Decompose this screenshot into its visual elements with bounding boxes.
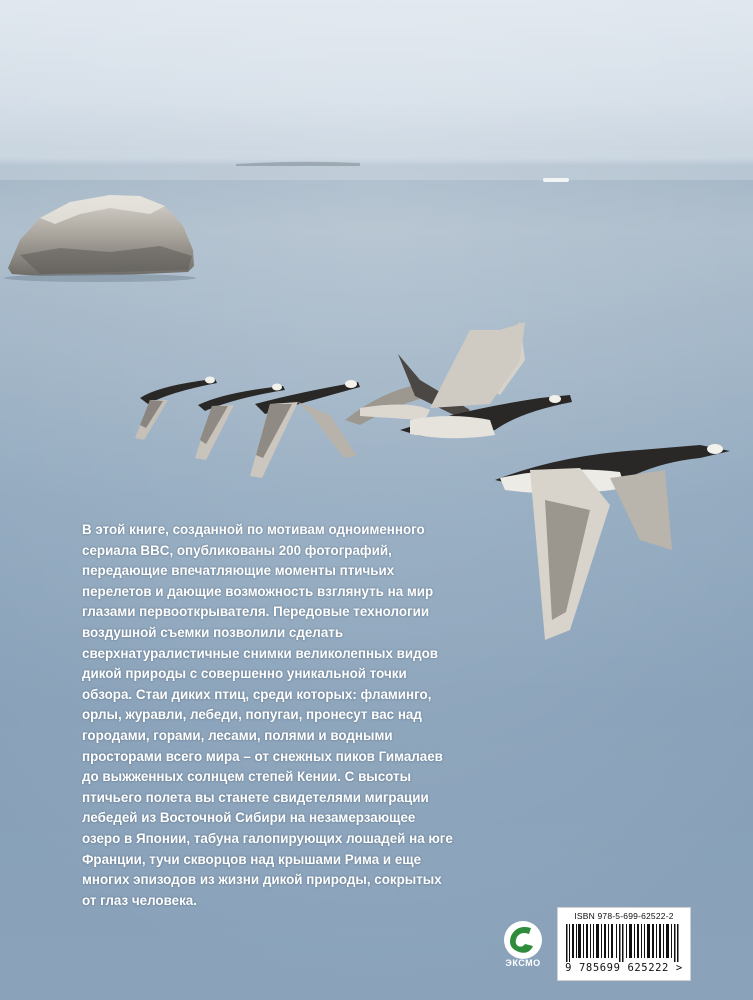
description-line: многих эпизодов из жизни дикой природы, сокрытых <box>82 872 442 888</box>
description-line: глазами первооткрывателя. Передовые технологии <box>82 604 430 620</box>
description-line: сверхнатуралистичные снимки великолепных видов <box>82 645 439 661</box>
description-text <box>82 520 502 911</box>
description-line: воздушной съемки позволили сделать <box>82 624 344 640</box>
description-line: В этой книге, созданной по мотивам одноименного <box>82 522 425 537</box>
description-line: просторами всего мира – от снежных пиков Гималаев <box>82 748 443 764</box>
distant-boat <box>543 178 569 182</box>
description-line: орлы, журавли, лебеди, попугаи, пронесут вас над <box>82 707 422 723</box>
description-line: от глаз человека. <box>82 892 197 908</box>
description-line: до выжженных солнцем степей Кении. С высоты <box>82 769 412 785</box>
description-line: сериала BBC, опубликованы 200 фотографий, <box>82 542 392 558</box>
publisher-name: ЭКСМО <box>505 958 541 968</box>
description-line: обзора. Стаи диких птиц, среди которых: фламинго, <box>82 686 432 702</box>
description-line: передающие впечатляющие моменты птичьих <box>82 563 395 579</box>
barcode-bars <box>566 924 682 962</box>
isbn-digits: 9 785699 625222 > <box>565 962 683 974</box>
description-line: дикой природы с совершенно уникальной точки <box>82 666 407 682</box>
description-line: городами, горами, лесами, полями и водными <box>82 727 393 743</box>
description-line: лебедей из Восточной Сибири на незамерзающее <box>82 810 416 826</box>
description-line: озеро в Японии, табуна галопирующих лошадей на юге <box>82 830 453 846</box>
isbn-barcode <box>557 907 691 981</box>
isbn-label: ISBN 978-5-699-62522-2 <box>574 911 674 921</box>
description-line: Франции, тучи скворцов над крышами Рима и еще <box>82 851 422 867</box>
description-line: перелетов и дающие возможность взглянуть на мир <box>82 583 434 599</box>
description-line: птичьего полета вы станете свидетелями миграции <box>82 789 429 805</box>
